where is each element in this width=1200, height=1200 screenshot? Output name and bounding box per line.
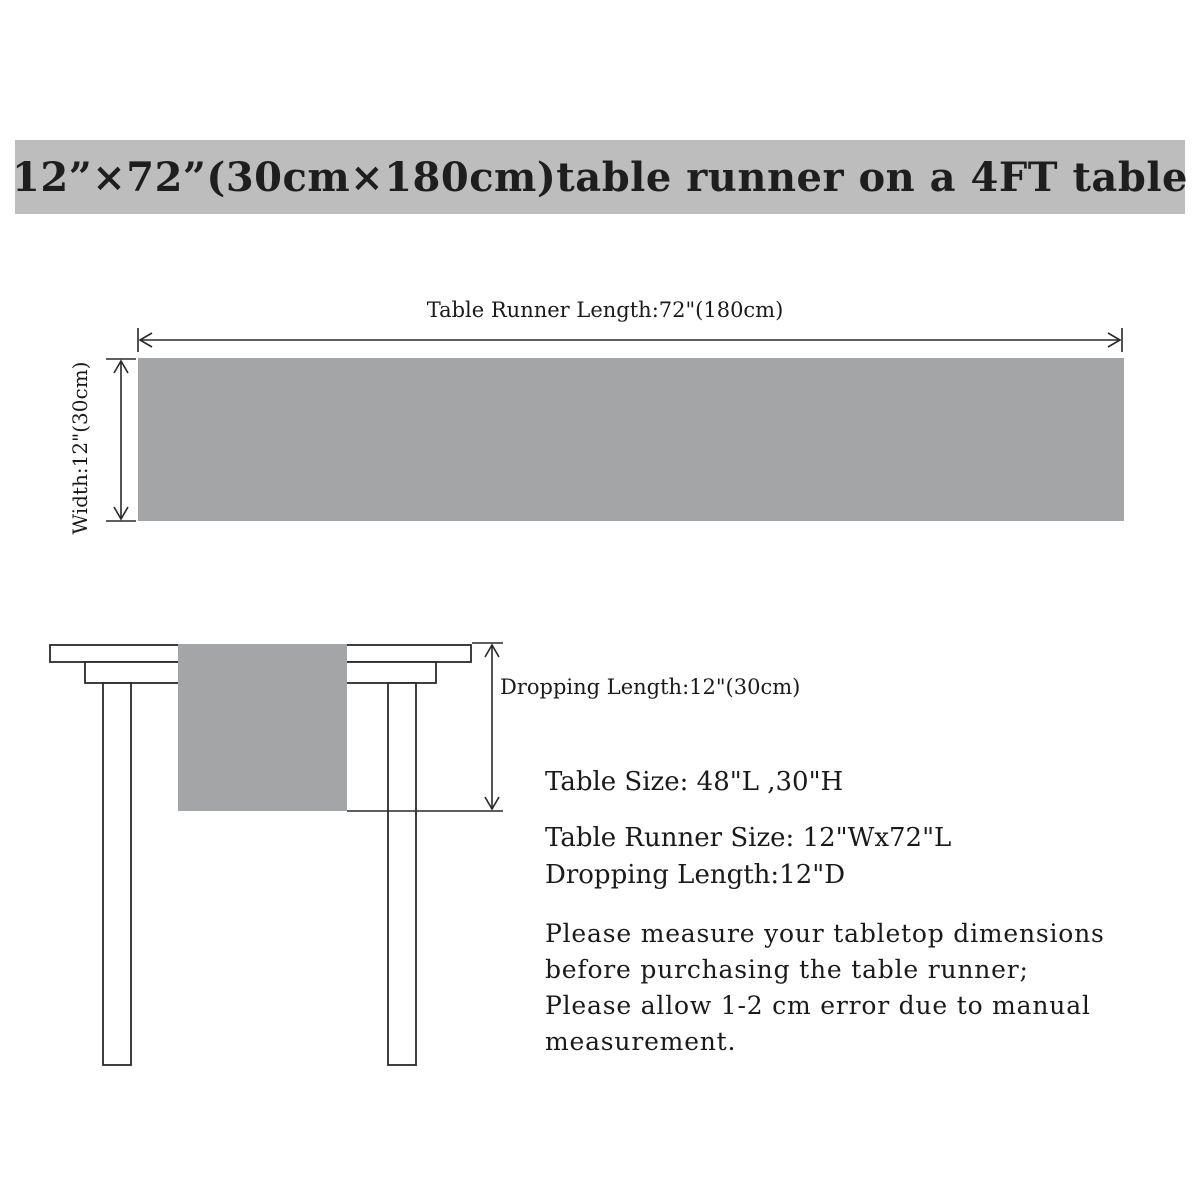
note-line: Please allow 1-2 cm error due to manual [545, 991, 1091, 1020]
spec-block [545, 764, 1105, 1060]
dropping-length-text: Dropping Length:12"D [545, 860, 846, 890]
table-leg-left [103, 683, 131, 1065]
note-line: Please measure your tabletop dimensions [545, 919, 1105, 948]
table-size-text: Table Size: 48"L ,30"H [545, 767, 844, 797]
measurement-note [545, 916, 1105, 1060]
runner-top-view [138, 358, 1124, 521]
title: 12”×72”(30cm×180cm)table runner on a 4FT table [12, 153, 1188, 201]
length-label: Table Runner Length:72"(180cm) [426, 298, 784, 322]
length-dimension-arrow [138, 328, 1122, 352]
width-dimension-arrow [106, 359, 136, 521]
table-leg-right [388, 683, 416, 1065]
runner-size-text: Table Runner Size: 12"Wx72"L [545, 823, 952, 853]
note-line: measurement. [545, 1027, 737, 1056]
dropping-label: Dropping Length:12"(30cm) [500, 675, 801, 699]
width-label: Width:12"(30cm) [68, 361, 92, 535]
runner-drop-side-view [178, 644, 347, 811]
note-line: before purchasing the table runner; [545, 955, 1029, 984]
dropping-dimension-arrow [472, 643, 503, 809]
